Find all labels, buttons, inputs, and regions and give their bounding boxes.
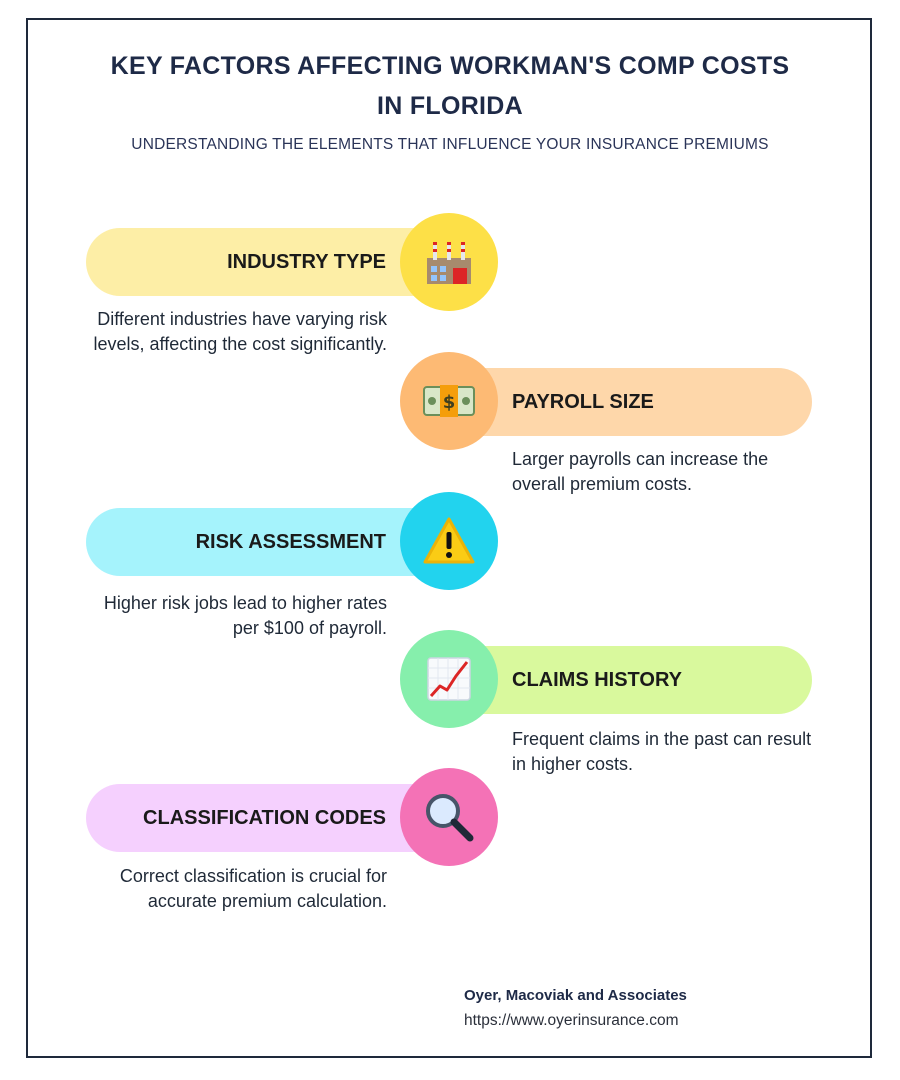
industry-type-label: INDUSTRY TYPE — [227, 251, 386, 273]
title-line-1: KEY FACTORS AFFECTING WORKMAN'S COMP COSTS — [110, 52, 790, 80]
classification-codes-description: Correct classification is crucial for accurate premium calculation. — [119, 866, 387, 911]
payroll-size-description: Larger payrolls can increase the overall premium costs. — [512, 449, 769, 494]
page-title — [0, 46, 900, 126]
industry-type-circle — [400, 213, 498, 311]
payroll-size-label: PAYROLL SIZE — [512, 391, 654, 413]
claims-history-circle — [400, 630, 498, 728]
classification-codes-circle — [400, 768, 498, 866]
factory-icon — [423, 236, 475, 288]
money-icon — [422, 381, 476, 421]
industry-type-description: Different industries have varying risk levels, affecting the cost significantly. — [93, 309, 387, 354]
payroll-size-circle — [400, 352, 498, 450]
page-subtitle: UNDERSTANDING THE ELEMENTS THAT INFLUENCE YOUR INSURANCE PREMIUMS — [131, 136, 769, 153]
title-line-2: IN FLORIDA — [376, 92, 524, 120]
company-name: Oyer, Macoviak and Associates — [464, 987, 687, 1004]
risk-assessment-circle — [400, 492, 498, 590]
magnifying-glass-icon — [422, 790, 476, 844]
classification-codes-label: CLASSIFICATION CODES — [143, 807, 386, 829]
claims-history-description: Frequent claims in the past can result in higher costs. — [512, 729, 812, 774]
chart-increasing-icon — [426, 656, 472, 702]
svg-text:$: $ — [442, 392, 456, 413]
claims-history-label: CLAIMS HISTORY — [512, 669, 683, 691]
risk-assessment-description: Higher risk jobs lead to higher rates per $100 of payroll. — [103, 593, 387, 638]
company-url[interactable]: https://www.oyerinsurance.com — [464, 1012, 679, 1029]
warning-icon — [422, 516, 476, 566]
risk-assessment-label: RISK ASSESSMENT — [195, 531, 386, 553]
